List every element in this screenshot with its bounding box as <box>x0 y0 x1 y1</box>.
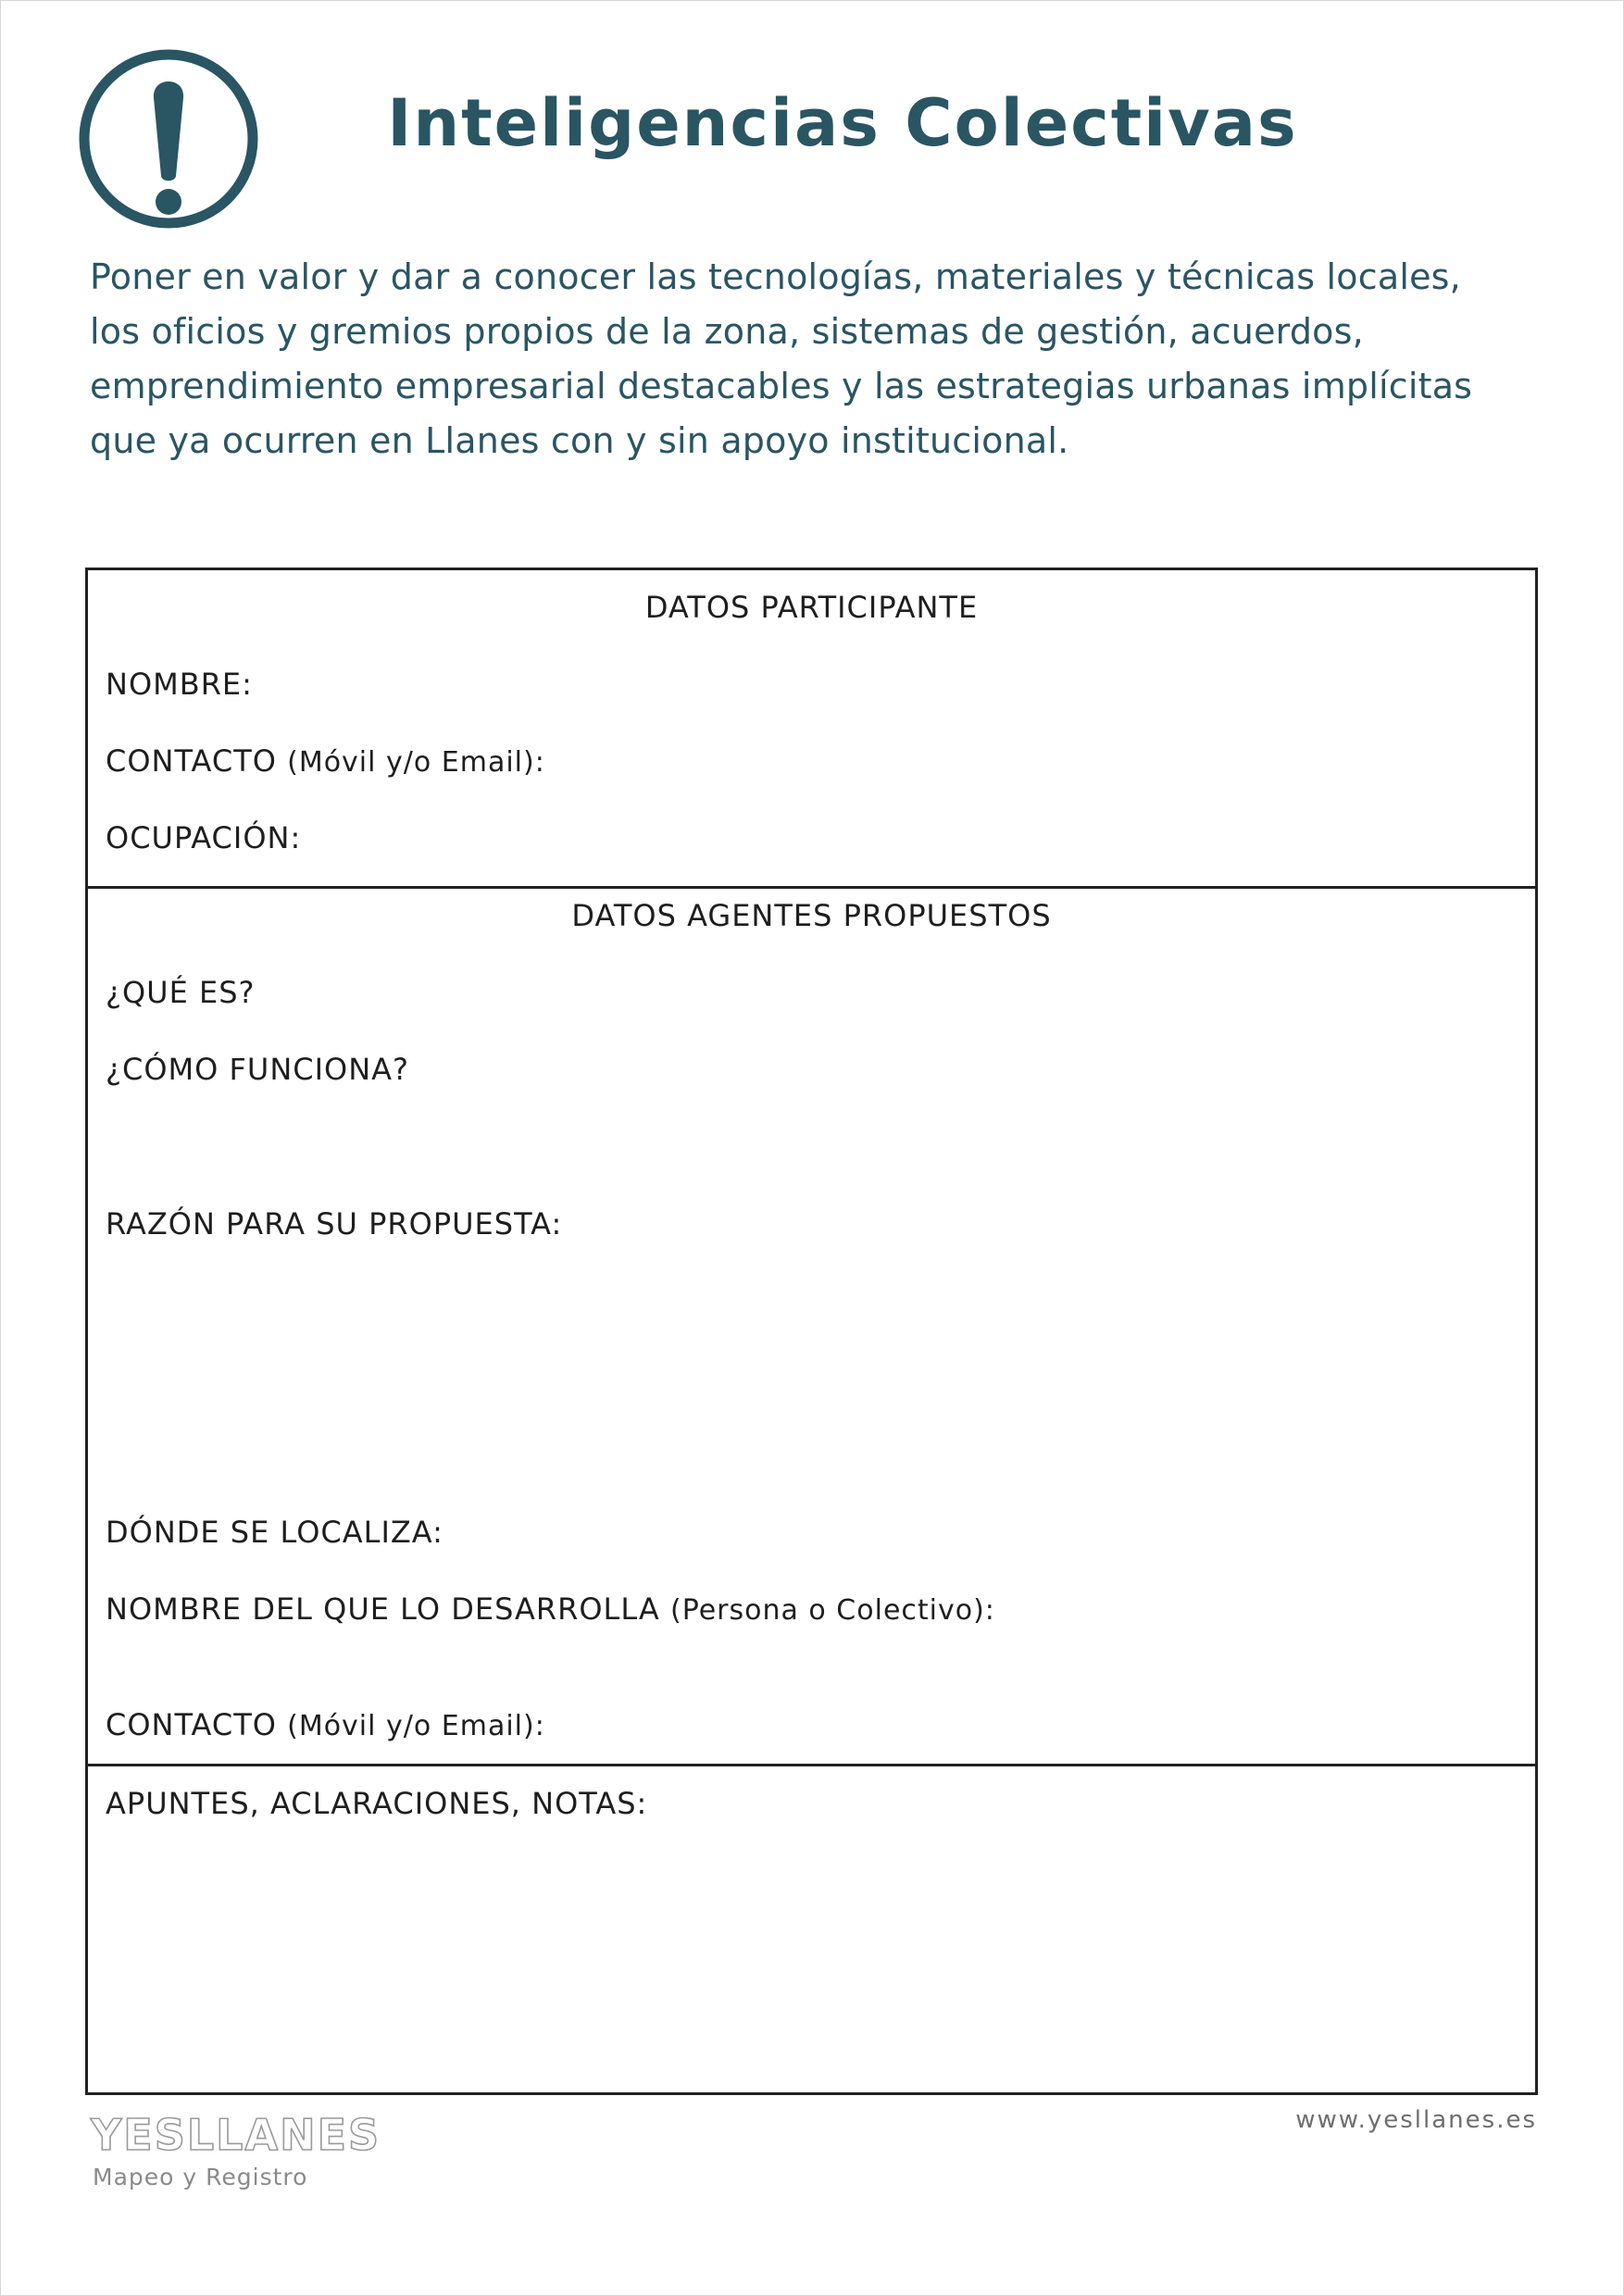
field-donde-localiza[interactable]: DÓNDE SE LOCALIZA: <box>106 1515 443 1550</box>
section-title-agents: DATOS AGENTES PROPUESTOS <box>571 898 1052 933</box>
section-divider <box>88 1764 1535 1766</box>
intro-line: que ya ocurren en Llanes con y sin apoyo institucional. <box>90 420 1069 461</box>
field-razon-propuesta[interactable]: RAZÓN PARA SU PROPUESTA: <box>106 1206 563 1242</box>
form-table <box>85 568 1538 2095</box>
field-ocupacion[interactable]: OCUPACIÓN: <box>106 820 302 855</box>
field-notas[interactable]: APUNTES, ACLARACIONES, NOTAS: <box>106 1786 648 1821</box>
field-nombre[interactable]: NOMBRE: <box>106 667 253 702</box>
intro-line: emprendimiento empresarial destacables y las estrategias urbanas implícitas <box>90 366 1473 406</box>
intro-paragraph <box>90 250 1571 468</box>
field-contacto-agente[interactable] <box>106 1706 545 1745</box>
page-title: Inteligencias Colectivas <box>387 85 1298 161</box>
field-que-es[interactable]: ¿QUÉ ES? <box>106 975 256 1010</box>
field-hint: (Móvil y/o Email): <box>287 746 545 779</box>
field-hint: (Móvil y/o Email): <box>287 1710 545 1742</box>
website-link[interactable]: www.yesllanes.es <box>1295 2106 1537 2134</box>
field-como-funciona[interactable]: ¿CÓMO FUNCIONA? <box>106 1052 410 1087</box>
field-label: NOMBRE DEL QUE LO DESARROLLA <box>106 1591 660 1627</box>
field-label: CONTACTO <box>106 743 277 779</box>
exclamation-circle-icon <box>78 48 259 230</box>
intro-line: los oficios y gremios propios de la zona, sistemas de gestión, acuerdos, <box>90 311 1364 352</box>
field-contacto-participante[interactable] <box>106 742 545 781</box>
section-title-participant: DATOS PARTICIPANTE <box>644 590 979 625</box>
field-nombre-desarrolla[interactable] <box>106 1591 995 1629</box>
brand-subtitle: Mapeo y Registro <box>93 2164 308 2190</box>
intro-line: Poner en valor y dar a conocer las tecnologías, materiales y técnicas locales, <box>90 256 1461 297</box>
section-divider <box>88 886 1535 889</box>
yesllanes-logo <box>89 2111 404 2157</box>
field-label: CONTACTO <box>106 1707 277 1742</box>
field-hint: (Persona o Colectivo): <box>669 1594 995 1627</box>
brand-name: YESLLANES <box>91 2111 381 2157</box>
